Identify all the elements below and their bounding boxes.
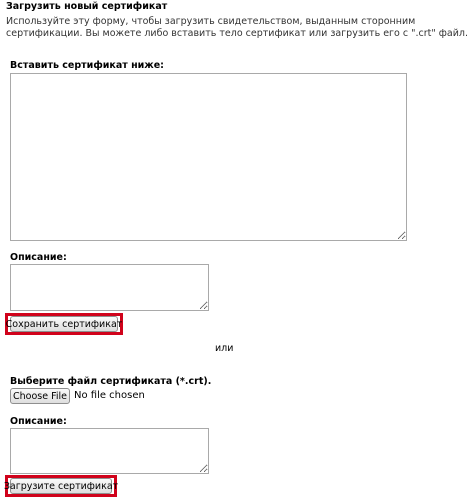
cert-paste-textarea[interactable] xyxy=(10,73,407,241)
file-status-text: No file chosen xyxy=(74,390,145,401)
intro-text: Используйте эту форму, чтобы загрузить свидетельством, выданным сторонним сертификации. Вы можете либо вставить тело сертификат или загрузить его с ".crt" файл. xyxy=(6,16,468,39)
choose-file-button[interactable]: Choose File xyxy=(10,388,70,404)
upload-certificate-button[interactable]: Загрузите сертификат xyxy=(10,478,112,494)
description-textarea-1 xyxy=(10,264,209,311)
page-title: Загрузить новый сертификат xyxy=(6,1,168,12)
or-separator: или xyxy=(215,343,234,354)
save-certificate-button[interactable]: Сохранить сертификат xyxy=(10,316,118,332)
description-textarea-2[interactable] xyxy=(10,428,209,474)
cert-paste-label: Вставить сертификат ниже: xyxy=(10,60,164,71)
description-label-1: Описание: xyxy=(10,252,67,263)
description-label-2: Описание: xyxy=(10,416,67,427)
file-select-label: Выберите файл сертификата (*.crt). xyxy=(10,376,212,387)
